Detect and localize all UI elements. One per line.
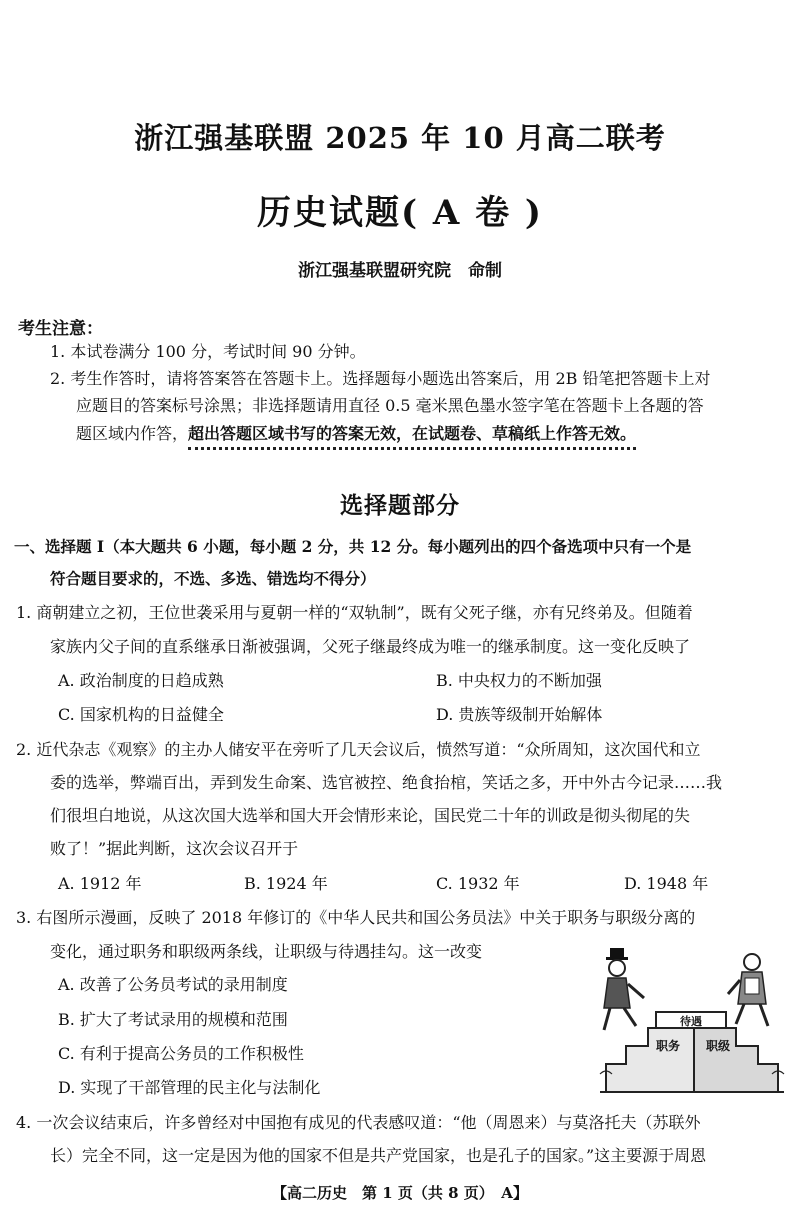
q1-option-d: D. 贵族等级制开始解体 [436,705,603,724]
q3-option-c: C. 有利于提高公务员的工作积极性 [58,1044,304,1063]
issuer: 浙江强基联盟研究院 命制 [298,261,502,281]
q3-option-a: A. 改善了公务员考试的录用制度 [58,975,288,994]
q2-option-c: C. 1932 年 [436,874,520,893]
q1-option-b: B. 中央权力的不断加强 [436,671,602,690]
q4-stem-line-2: 长）完全不同，这一定是因为他的国家不但是共产党国家，也是孔子的国家。”这主要源于周恩 [50,1146,707,1165]
section-instruction-line-2: 符合题目要求的，不选、多选、错选均不得分） [50,569,376,588]
q1-option-a: A. 政治制度的日趋成熟 [58,671,224,690]
q2-stem-line-1: 2. 近代杂志《观察》的主办人储安平在旁听了几天会议后，愤然写道：“众所周知，这次国代和立 [16,740,701,759]
right-figure-icon [728,954,768,1026]
q2-option-d: D. 1948 年 [624,874,709,893]
q1-stem-line-1: 1. 商朝建立之初，王位世袭采用与夏朝一样的“双轨制”，既有父死子继，亦有兄终弟及。但随着 [16,603,693,622]
cartoon-label-post: 职务 [655,1039,681,1053]
q3-stem-line-2: 变化，通过职务和职级两条线，让职级与待遇挂勾。这一改变 [50,942,483,961]
notice-item-1: 1. 本试卷满分 100 分，考试时间 90 分钟。 [50,342,366,361]
section-instruction-line-1: 一、选择题 Ⅰ（本大题共 6 小题，每小题 2 分，共 12 分。每小题列出的四个备选项中只有一个是 [14,537,692,556]
notice-item-2-line-1: 2. 考生作答时，请将答案答在答题卡上。选择题每小题选出答案后，用 2B 铅笔把答题卡上对 [50,369,711,388]
notice-item-2-line-2: 应题目的答案标号涂黑；非选择题请用直径 0.5 毫米黑色墨水签字笔在答题卡上各题的答 [76,396,704,415]
q2-stem-line-4: 败了！”据此判断，这次会议召开于 [50,839,299,858]
notice-item-2-line-3-start: 题区域内作答， [76,424,189,443]
notice-emphasis: 超出答题区域书写的答案无效，在试题卷、草稿纸上作答无效。 [188,424,636,450]
section-title: 选择题部分 [340,492,460,519]
q2-stem-line-2: 委的选举，弊端百出，弄到发生命案、选官被控、绝食抬棺，笑话之多，开中外古今记录……我 [50,773,723,792]
q3-cartoon-image [596,946,786,1096]
cartoon-label-treatment: 待遇 [680,1015,702,1028]
q3-stem-line-1: 3. 右图所示漫画，反映了 2018 年修订的《中华人民共和国公务员法》中关于职务与职级分离的 [16,908,696,927]
q2-option-b: B. 1924 年 [244,874,328,893]
q3-option-d: D. 实现了干部管理的民主化与法制化 [58,1078,321,1097]
exam-subtitle: 历史试题( A 卷 ) [256,193,544,233]
notice-heading: 考生注意： [18,319,103,339]
left-figure-icon [604,948,644,1030]
exam-title: 浙江强基联盟 2025 年 10 月高二联考 [134,121,666,155]
cartoon-label-rank: 职级 [705,1039,731,1053]
page-footer: 【高二历史 第 1 页（共 8 页） A】 [272,1184,528,1202]
q4-stem-line-1: 4. 一次会议结束后，许多曾经对中国抱有成见的代表感叹道：“他（周恩来）与莫洛托夫（苏联外 [16,1113,701,1132]
q1-option-c: C. 国家机构的日益健全 [58,705,224,724]
q2-stem-line-3: 们很坦白地说，从这次国大选举和国大开会情形来论，国民党二十年的训政是彻头彻尾的失 [50,806,691,825]
q2-option-a: A. 1912 年 [58,874,142,893]
notice-item-2-line-3 [76,424,636,444]
q3-option-b: B. 扩大了考试录用的规模和范围 [58,1010,288,1029]
q1-stem-line-2: 家族内父子间的直系继承日渐被强调，父死子继最终成为唯一的继承制度。这一变化反映了 [50,637,691,656]
